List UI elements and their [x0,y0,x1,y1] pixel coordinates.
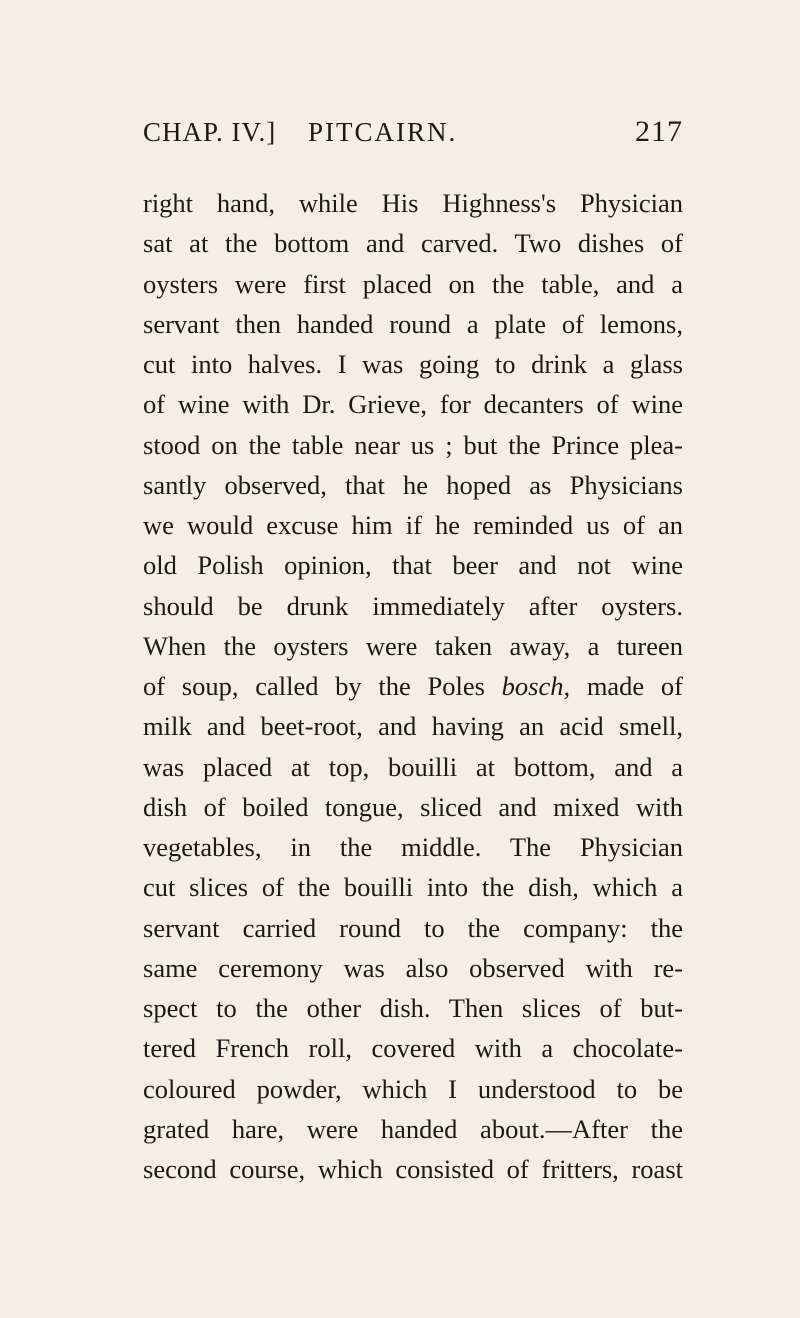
text-line: tered French roll, covered with a chocolate- [143,1033,683,1064]
text-line: sat at the bottom and carved. Two dishes of [143,228,683,259]
text-line: milk and beet-root, and having an acid smell, [143,711,683,742]
text-line: same ceremony was also observed with re- [143,952,683,983]
text-line: should be drunk immediately after oysters. [143,590,683,621]
text-line: stood on the table near us ; but the Prince plea- [143,429,683,460]
text-line: dish of boiled tongue, sliced and mixed with [143,791,683,822]
text-line: grated hare, were handed about.—After the [143,1113,683,1144]
text-line: was placed at top, bouilli at bottom, and a [143,751,683,782]
line-text-before: of soup, called by the Poles [143,671,502,701]
text-line: second course, which consisted of fritters, roast [143,1154,683,1184]
chapter-label: CHAP. IV.] [143,117,277,147]
line-text-after: made of [570,671,683,701]
text-line: right hand, while His Highness's Physician [143,188,683,218]
text-line: When the oysters were taken away, a tureen [143,630,683,661]
running-head [143,112,683,152]
text-line: we would excuse him if he reminded us of an [143,510,683,540]
text-line: cut into halves. I was going to drink a glass [143,349,683,379]
text-line: servant then handed round a plate of lemons, [143,308,683,339]
text-line: old Polish opinion, that beer and not wine [143,550,683,581]
text-line: spect to the other dish. Then slices of but- [143,993,683,1023]
text-line: of wine with Dr. Grieve, for decanters of wine [143,389,683,420]
text-line: cut slices of the bouilli into the dish, which a [143,872,683,903]
text-line: servant carried round to the company: the [143,912,683,943]
text-line: santly observed, that he hoped as Physicians [143,469,683,500]
text-line-with-italic [143,666,683,706]
text-line: vegetables, in the middle. The Physician [143,832,683,862]
italic-word: bosch, [501,671,571,701]
body-text [143,183,683,1189]
running-title: PITCAIRN. [308,117,458,147]
text-line: coloured powder, which I understood to be [143,1073,683,1104]
page-number: 217 [635,115,683,148]
text-line: oysters were first placed on the table, and a [143,268,683,299]
